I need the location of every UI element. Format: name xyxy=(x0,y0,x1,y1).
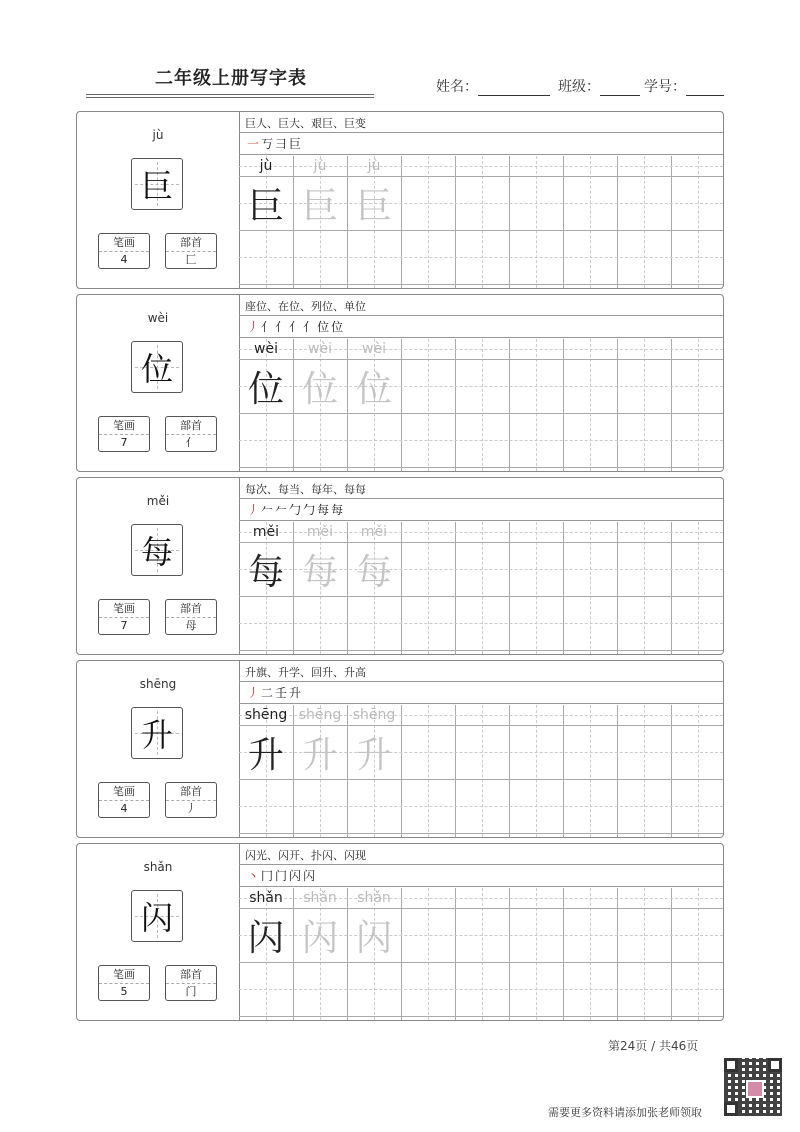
char-info-panel xyxy=(77,295,240,471)
row-divider xyxy=(239,132,723,133)
example-words: 升旗、升学、回升、升高 xyxy=(245,666,366,679)
qr-finder xyxy=(724,1102,738,1116)
stroke-step: 亻 xyxy=(275,320,290,334)
trace-char: 闪 xyxy=(355,917,392,959)
trace-char: 巨 xyxy=(355,185,392,227)
grid-line xyxy=(239,230,723,231)
page-number: 第24页 / 共46页 xyxy=(608,1039,699,1053)
class-label: 班级： xyxy=(558,79,600,95)
char-pinyin: shǎn xyxy=(143,860,173,874)
grid-line xyxy=(239,284,723,285)
char-pinyin: jù xyxy=(152,128,164,142)
model-char: 位 xyxy=(247,368,284,410)
strokes-box xyxy=(98,233,150,269)
model-pinyin: měi xyxy=(252,524,280,540)
row-divider xyxy=(239,703,723,704)
strokes-box xyxy=(98,599,150,635)
char-display-box xyxy=(131,158,183,210)
strokes-count: 7 xyxy=(120,619,128,632)
class-blank[interactable] xyxy=(600,81,640,96)
strokes-label: 笔画 xyxy=(99,600,149,618)
radical-box xyxy=(165,782,217,818)
practice-panel xyxy=(239,478,723,654)
practice-grid[interactable] xyxy=(239,522,723,654)
char-display-box xyxy=(131,707,183,759)
strokes-count: 4 xyxy=(120,802,128,815)
grid-line xyxy=(239,962,723,963)
character-card xyxy=(76,294,724,472)
strokes-label: 笔画 xyxy=(99,417,149,435)
stroke-step: 丶 xyxy=(247,869,262,883)
char-glyph: 闪 xyxy=(140,899,173,937)
trace-char: 每 xyxy=(301,551,338,593)
char-display-box xyxy=(131,341,183,393)
grid-dash xyxy=(239,440,723,441)
char-pinyin: měi xyxy=(146,494,170,508)
trace-pinyin: shēng xyxy=(352,707,396,723)
stroke-step: 亻 xyxy=(289,320,304,334)
practice-panel xyxy=(239,844,723,1020)
char-display-box xyxy=(131,890,183,942)
model-char: 升 xyxy=(247,734,284,776)
stroke-order xyxy=(247,867,317,884)
radical-box xyxy=(165,233,217,269)
row-divider xyxy=(239,154,723,155)
stroke-step: 丿 xyxy=(247,320,262,334)
trace-pinyin: měi xyxy=(306,524,334,540)
stroke-step: 亻 xyxy=(303,320,318,334)
char-pinyin: wèi xyxy=(147,311,169,325)
model-pinyin: jù xyxy=(259,158,273,174)
stroke-step: 丂 xyxy=(261,137,276,151)
stroke-step: 彐 xyxy=(275,137,290,151)
qr-avatar xyxy=(746,1080,764,1098)
grid-dash xyxy=(239,806,723,807)
stroke-step: 𠂉 xyxy=(275,503,290,517)
promo-text: 需要更多资料请添加张老师领取 xyxy=(548,1106,702,1119)
strokes-count: 7 xyxy=(120,436,128,449)
stroke-step: 每 xyxy=(317,503,332,517)
stroke-step: 亻 xyxy=(261,320,276,334)
grid-line xyxy=(239,413,723,414)
grid-dash xyxy=(239,989,723,990)
char-glyph: 位 xyxy=(140,350,173,388)
trace-char: 位 xyxy=(355,368,392,410)
practice-grid[interactable] xyxy=(239,339,723,471)
grid-dash xyxy=(239,257,723,258)
model-pinyin: shǎn xyxy=(249,890,283,906)
qr-finder xyxy=(768,1058,782,1072)
stroke-step: 丿 xyxy=(247,686,262,700)
strokes-box xyxy=(98,416,150,452)
strokes-box xyxy=(98,965,150,1001)
example-words: 闪光、闪开、扑闪、闪现 xyxy=(245,849,366,862)
radical-value: 匚 xyxy=(185,253,197,266)
practice-panel xyxy=(239,112,723,288)
id-field[interactable] xyxy=(644,76,724,96)
stroke-step: 每 xyxy=(331,503,346,517)
stroke-step: 丿 xyxy=(247,503,262,517)
grid-line xyxy=(239,779,723,780)
char-info-panel xyxy=(77,661,240,837)
radical-label: 部首 xyxy=(166,783,216,801)
trace-char: 升 xyxy=(301,734,338,776)
char-glyph: 巨 xyxy=(140,167,173,205)
character-card xyxy=(76,843,724,1021)
example-words: 巨人、巨大、艰巨、巨变 xyxy=(245,117,366,130)
character-card xyxy=(76,660,724,838)
char-info-panel xyxy=(77,478,240,654)
char-pinyin: shēng xyxy=(139,677,177,691)
char-display-box xyxy=(131,524,183,576)
id-blank[interactable] xyxy=(686,81,724,96)
name-label: 姓名： xyxy=(436,79,478,95)
strokes-count: 5 xyxy=(120,985,128,998)
model-pinyin: shēng xyxy=(244,707,288,723)
trace-pinyin: shǎn xyxy=(303,890,337,906)
char-glyph: 升 xyxy=(140,716,173,754)
stroke-step: 勹 xyxy=(289,503,304,517)
class-field[interactable] xyxy=(558,76,640,96)
strokes-label: 笔画 xyxy=(99,783,149,801)
stroke-step: 门 xyxy=(275,869,290,883)
trace-pinyin: shǎn xyxy=(357,890,391,906)
stroke-step: 冂 xyxy=(261,869,276,883)
grid-line xyxy=(239,1016,723,1017)
practice-panel xyxy=(239,661,723,837)
trace-char: 闪 xyxy=(301,917,338,959)
radical-value: 丿 xyxy=(185,802,197,815)
radical-value: 母 xyxy=(185,619,197,632)
strokes-label: 笔画 xyxy=(99,234,149,252)
radical-box xyxy=(165,416,217,452)
stroke-step: 壬 xyxy=(275,686,290,700)
stroke-order xyxy=(247,501,345,518)
trace-pinyin: wèi xyxy=(362,341,386,357)
radical-value: 门 xyxy=(185,985,197,998)
example-words: 座位、在位、列位、单位 xyxy=(245,300,366,313)
trace-pinyin: jù xyxy=(313,158,327,174)
radical-label: 部首 xyxy=(166,966,216,984)
char-info-panel xyxy=(77,844,240,1020)
practice-grid[interactable] xyxy=(239,156,723,288)
qr-finder xyxy=(724,1058,738,1072)
stroke-step: 位 xyxy=(317,320,332,334)
strokes-box xyxy=(98,782,150,818)
radical-label: 部首 xyxy=(166,600,216,618)
stroke-step: 𠂉 xyxy=(261,503,276,517)
strokes-count: 4 xyxy=(120,253,128,266)
stroke-order xyxy=(247,684,303,701)
grid-line xyxy=(239,596,723,597)
stroke-step: 位 xyxy=(331,320,346,334)
grid-line xyxy=(239,650,723,651)
title-underline xyxy=(86,94,374,95)
char-glyph: 每 xyxy=(140,533,173,571)
trace-pinyin: wèi xyxy=(308,341,332,357)
trace-char: 每 xyxy=(355,551,392,593)
trace-pinyin: shēng xyxy=(298,707,342,723)
stroke-step: 升 xyxy=(289,686,304,700)
radical-value: 亻 xyxy=(185,436,197,449)
row-divider xyxy=(239,498,723,499)
id-label: 学号： xyxy=(644,79,686,95)
stroke-step: 闪 xyxy=(303,869,318,883)
example-words: 每次、每当、每年、每每 xyxy=(245,483,366,496)
trace-pinyin: jù xyxy=(367,158,381,174)
grid-line xyxy=(239,467,723,468)
char-info-panel xyxy=(77,112,240,288)
trace-char: 巨 xyxy=(301,185,338,227)
name-field[interactable] xyxy=(436,76,550,96)
radical-box xyxy=(165,599,217,635)
stroke-step: 二 xyxy=(261,686,276,700)
model-char: 巨 xyxy=(247,185,284,227)
grid-dash xyxy=(239,623,723,624)
trace-char: 位 xyxy=(301,368,338,410)
model-pinyin: wèi xyxy=(254,341,278,357)
stroke-step: 勹 xyxy=(303,503,318,517)
page-title: 二年级上册写字表 xyxy=(155,68,307,89)
practice-grid[interactable] xyxy=(239,888,723,1020)
strokes-label: 笔画 xyxy=(99,966,149,984)
character-card xyxy=(76,111,724,289)
radical-label: 部首 xyxy=(166,417,216,435)
row-divider xyxy=(239,337,723,338)
title-underline xyxy=(86,97,374,98)
qr-code-icon[interactable] xyxy=(724,1058,782,1116)
trace-pinyin: měi xyxy=(360,524,388,540)
stroke-step: 巨 xyxy=(289,137,304,151)
stroke-step: 一 xyxy=(247,137,262,151)
row-divider xyxy=(239,520,723,521)
row-divider xyxy=(239,681,723,682)
practice-grid[interactable] xyxy=(239,705,723,837)
stroke-order xyxy=(247,135,303,152)
stroke-order xyxy=(247,318,345,335)
model-char: 每 xyxy=(247,551,284,593)
practice-panel xyxy=(239,295,723,471)
grid-line xyxy=(239,833,723,834)
row-divider xyxy=(239,315,723,316)
row-divider xyxy=(239,864,723,865)
row-divider xyxy=(239,886,723,887)
model-char: 闪 xyxy=(247,917,284,959)
stroke-step: 闪 xyxy=(289,869,304,883)
radical-box xyxy=(165,965,217,1001)
character-card xyxy=(76,477,724,655)
name-blank[interactable] xyxy=(478,81,550,96)
trace-char: 升 xyxy=(355,734,392,776)
radical-label: 部首 xyxy=(166,234,216,252)
